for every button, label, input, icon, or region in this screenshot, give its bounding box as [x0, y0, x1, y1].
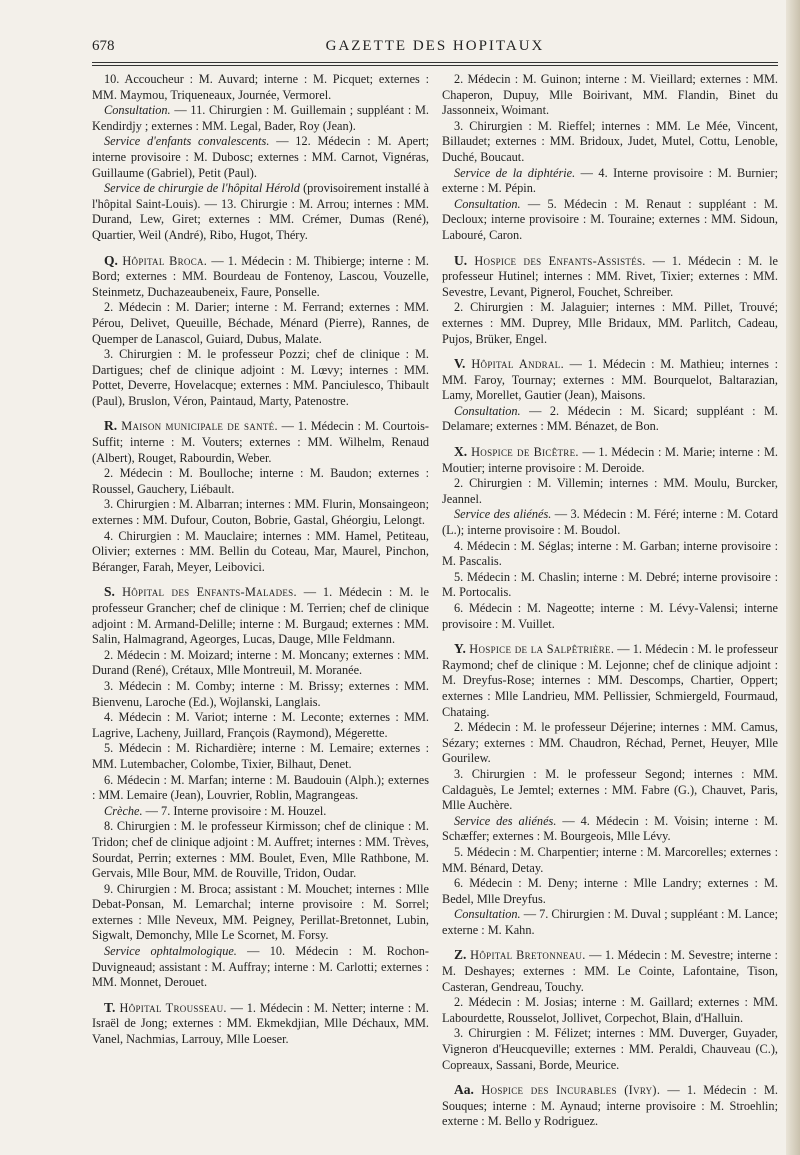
listing-paragraph	[92, 773, 429, 804]
service-name: Service ophtalmologique.	[104, 944, 237, 959]
page-edge	[786, 0, 800, 1155]
listing-paragraph	[92, 134, 429, 181]
paragraph-text: — 1. Médecin : M. Courtois-Suffit; interne : M. Vouters; externes : MM. Wilhelm, Renaud (Albert), Rouget, Rabourdin, Weber.	[92, 419, 429, 465]
section-paragraph	[92, 418, 429, 466]
hospital-name: Hospice des Incurables (Ivry).	[481, 1083, 661, 1098]
paragraph-text: 2. Chirurgien : M. Villemin; internes : MM. Moulu, Burcker, Jeannel.	[442, 476, 778, 506]
section-letter: Aa.	[454, 1082, 482, 1098]
hospital-name: Hospice des Enfants-Assistés.	[474, 253, 646, 268]
listing-paragraph	[442, 720, 778, 767]
paragraph-text: — 1. Médecin : M. Souques; interne : M. Aynaud; interne provisoire : M. Stroehlin; externe : M. Bello y Rodriguez.	[442, 1083, 778, 1129]
listing-paragraph	[442, 995, 778, 1026]
listing-paragraph	[92, 347, 429, 409]
paragraph-text: — 3. Médecin : M. Féré; interne : M. Cotard (L.); interne provisoire : M. Boudol.	[442, 507, 778, 538]
section-paragraph	[442, 1082, 778, 1130]
service-name: Crèche.	[104, 803, 143, 818]
paragraph-text: 2. Médecin : M. Guinon; interne : M. Vieillard; externes : MM. Chaperon, Dupuy, Mlle Boirivant, MM. Flandin, Binet du Jassonneix, Woimant.	[442, 72, 778, 118]
paragraph-text: 4. Chirurgien : M. Mauclaire; internes : MM. Hamel, Petiteau, Olivier; externes : MM. Bellin du Coteau, Mar, Maurel, Pinchon, Béranger, Farah, Meyer, Leibovici.	[92, 528, 429, 574]
section-paragraph	[92, 584, 429, 647]
section-letter: V.	[454, 356, 472, 372]
paragraph-text: 2. Médecin : M. Moizard; interne : M. Moncany; externes : MM. Durand (René), Crétaux, Mlle Montreuil, M. Moranée.	[92, 647, 429, 678]
listing-paragraph	[92, 72, 429, 103]
listing-paragraph	[92, 741, 429, 772]
listing-paragraph	[442, 601, 778, 632]
service-name: Consultation.	[454, 403, 521, 418]
section-letter: U.	[454, 252, 475, 268]
listing-paragraph	[92, 710, 429, 741]
paragraph-text: 3. Chirurgien : M. le professeur Pozzi; chef de clinique : M. Dartigues; chef de clinique adjoint : M. Lœvy; internes : MM. Pottet, Deverre, Hovelacque; externes : MM. Panciulesco, Thibault (Paul), Bruslon, Véron, Paintaud, Marty, Patenostre.	[92, 347, 429, 408]
listing-paragraph	[442, 119, 778, 166]
listing-paragraph	[92, 181, 429, 243]
paragraph-text: — 1. Médecin : M. Netter; interne : M. Israël de Jong; externes : MM. Ekmekdjian, Mlle Déchaux, MM. Vanel, Nachmias, Larrouy, Mlle Loeser.	[92, 1000, 429, 1047]
section-paragraph	[442, 444, 778, 476]
hospital-name: Hôpital Broca.	[122, 253, 208, 268]
hospital-name: Hospice de la Salpêtrière.	[469, 642, 615, 657]
service-name: Service des aliénés.	[454, 507, 552, 522]
paragraph-text: 2. Médecin : M. Boulloche; interne : M. Baudon; externes : Roussel, Gauchery, Liébault.	[92, 466, 429, 496]
hospital-name: Hôpital des Enfants-Malades.	[122, 585, 297, 600]
paragraph-text: — 2. Médecin : M. Sicard; suppléant : M. Delamare; externes : MM. Bénazet, de Bon.	[442, 403, 778, 434]
service-name: Service de chirurgie de l'hôpital Hérold	[104, 181, 300, 196]
service-name: Service d'enfants convalescents.	[104, 134, 270, 149]
listing-paragraph	[92, 466, 429, 497]
paragraph-text: — 1. Médecin : M. le professeur Raymond; chef de clinique : M. Lejonne; chef de clinique adjoint : M. Dreyfus-Rose; internes : MM. Descomps, Chartier, Oppert; externes : Mlle Landrieu, MM. Pellissier, Schmiergeld, Fourmaud, Chataing.	[442, 642, 778, 719]
paragraph-text: 2. Chirurgien : M. Jalaguier; internes : MM. Pillet, Trouvé; externes : MM. Duprey, Mlle Bridaux, MM. Parlitch, Cadeau, Pujos, Brüker, Engel.	[442, 300, 778, 346]
listing-paragraph	[92, 648, 429, 679]
paragraph-text: — 11. Chirurgien : M. Guillemain ; suppléant : M. Kendirdjy ; externes : MM. Legal, Bader, Roy (Jean).	[92, 103, 429, 133]
listing-paragraph	[92, 882, 429, 944]
paragraph-text: (provisoirement installé à l'hôpital Saint-Louis). — 13. Chirurgie : M. Arrou; internes : MM. Durand, Lew, Giret; externes : MM. Crémer, Dumas (René), Quartier, Weil (André), Ribo, Hugot, Théry.	[92, 181, 429, 242]
paragraph-text: — 12. Médecin : M. Apert; interne provisoire : M. Dubosc; externes : MM. Carnot, Vignéras, Guillaume (Gabriel), Petit (Paul).	[92, 134, 429, 180]
section-letter: S.	[104, 584, 123, 600]
hospital-name: Maison municipale de santé.	[121, 419, 278, 434]
listing-paragraph	[92, 804, 429, 820]
paragraph-text: 3. Chirurgien : M. Rieffel; internes : MM. Le Mée, Vincent, Billaudet; externes : MM. Bridoux, Judet, Mutel, Cottu, Lenoble, Duché, Boucaut.	[442, 118, 778, 164]
paragraph-text: 5. Médecin : M. Charpentier; interne : M. Marcorelles; externes : MM. Bénard, Detay.	[442, 844, 778, 875]
paragraph-text: — 4. Interne provisoire : M. Burnier; externe : M. Pépin.	[442, 165, 779, 196]
paragraph-text: 9. Chirurgien : M. Broca; assistant : M. Mouchet; internes : Mlle Debat-Ponsan, M. Lemarchal; interne provisoire : M. Sorrel; externes : Mlle Neveux, MM. Peigney, Perillat-Bretonnet, Lubin, Sigwalt, Demonchy, Mlle Le Scornet, M. Forsy.	[92, 881, 429, 943]
listing-paragraph	[92, 300, 429, 347]
paragraph-text: 3. Chirurgien : M. Albarran; internes : MM. Flurin, Monsaingeon; externes : MM. Dufour, Couton, Bobrie, Gastal, Ghéorgiu, Lelongt.	[92, 497, 429, 528]
left-column	[92, 72, 429, 1048]
paragraph-text: — 1. Médecin : M. Mathieu; internes : MM. Faroy, Tournay; externes : MM. Bourquelot, Baltarazian, Lamy, Morellet, Gautier (Jean), Maisons.	[442, 357, 778, 403]
journal-title: GAZETTE DES HOPITAUX	[325, 38, 545, 54]
section-letter: Z.	[454, 947, 471, 963]
service-name: Service de la diphtérie.	[454, 165, 576, 180]
paragraph-text: 5. Médecin : M. Richardière; interne : M. Lemaire; externes : MM. Lutembacher, Colombe, Tixier, Bilhaut, Denet.	[92, 741, 429, 771]
listing-paragraph	[442, 476, 778, 507]
listing-paragraph	[442, 72, 778, 119]
paragraph-text: — 4. Médecin : M. Voisin; interne : M. Schæffer; externes : M. Bourgeois, Mlle Lévy.	[442, 813, 778, 844]
paragraph-text: 10. Accoucheur : M. Auvard; interne : M. Picquet; externes : MM. Maymou, Triqueneaux, Journée, Vermorel.	[92, 72, 429, 102]
paragraph-text: — 1. Médecin : M. Sevestre; interne : M. Deshayes; externes : MM. Le Cointe, Lafontaine, Tison, Casteran, Gendreau, Touchy.	[442, 948, 778, 994]
paragraph-text: 4. Médecin : M. Variot; interne : M. Leconte; externes : MM. Lagrive, Lacheny, Juillard, François (Raymond), Mégerette.	[92, 710, 429, 740]
listing-paragraph	[442, 404, 778, 435]
listing-paragraph	[442, 767, 778, 814]
paragraph-text: 4. Médecin : M. Séglas; interne : M. Garban; interne provisoire : M. Pascalis.	[442, 538, 778, 569]
hospital-name: Hôpital Bretonneau.	[470, 948, 586, 963]
section-letter: R.	[104, 418, 122, 434]
paragraph-text: 2. Médecin : M. Darier; interne : M. Ferrand; externes : MM. Pérou, Delivet, Queuille, Béchade, Ménard (Pierre), Rannes, de Quemper de Lanascol, Guiard, Dubus, Malate.	[92, 300, 429, 346]
section-letter: Q.	[104, 252, 123, 268]
paragraph-text: — 1. Médecin : M. Thibierge; interne : M. Bord; externes : MM. Bourdeau de Fontenoy, Lascou, Vouzelle, Steinmetz, Duchazeaubeneix, Faure, Ponselle.	[92, 253, 429, 299]
hospital-name: Hôpital Andral.	[471, 357, 564, 372]
paragraph-text: — 7. Chirurgien : M. Duval ; suppléant : M. Lance; externe : M. Kahn.	[442, 907, 778, 937]
hospital-name: Hôpital Trousseau.	[119, 1000, 227, 1015]
listing-paragraph	[442, 1026, 778, 1073]
paragraph-text: — 5. Médecin : M. Renaut : suppléant : M. Decloux; interne provisoire : M. Touraine; externes : MM. Sidoun, Labouré, Caron.	[442, 196, 778, 242]
section-paragraph	[92, 253, 429, 301]
listing-paragraph	[442, 570, 778, 601]
listing-paragraph	[92, 819, 429, 881]
paragraph-text: 3. Chirurgien : M. le professeur Segond; internes : MM. Caldaguès, Le Jemtel; externes : MM. Fabre (G.), Chauvet, Paris, Mlle Auchère.	[442, 766, 778, 813]
paragraph-text: — 1. Médecin : M. le professeur Grancher; chef de clinique : M. Terrien; chef de clinique adjoint : M. Armand-Delille; interne : M. Burgaud; externes : MM. Salin, Halmagrand, Ageorges, Lucas, Dauge, Mlle Feldmann.	[92, 585, 429, 647]
section-paragraph	[92, 1000, 429, 1048]
page-number: 678	[92, 38, 115, 54]
listing-paragraph	[92, 103, 429, 134]
page-header	[92, 38, 778, 62]
listing-paragraph	[442, 300, 778, 347]
section-letter: X.	[454, 444, 472, 460]
listing-paragraph	[442, 166, 778, 197]
paragraph-text: 3. Médecin : M. Comby; interne : M. Brissy; externes : MM. Bienvenu, Laroche (Ed.), Wojlanski, Langlais.	[92, 678, 429, 709]
header-rule	[92, 62, 778, 63]
paragraph-text: 8. Chirurgien : M. le professeur Kirmisson; chef de clinique : M. Tridon; chef de clinique adjoint : M. Auffret; internes : MM. Trèves, Sourdat, Perrin; externes : MM. Boulet, Even, Mlle Rathbone, M. Gervais, Mlle Bour, MM. de Rouville, Tridon, Oudar.	[92, 819, 429, 881]
paragraph-text: — 1. Médecin : M. Marie; interne : M. Moutier; interne provisoire : M. Deroide.	[442, 445, 779, 475]
section-paragraph	[442, 253, 778, 301]
paragraph-text: 2. Médecin : M. Josias; interne : M. Gaillard; externes : MM. Labourdette, Rousselot, Jollivet, Corpechot, Blain, d'Halluin.	[442, 995, 778, 1025]
section-paragraph	[442, 356, 778, 404]
paragraph-text: 5. Médecin : M. Chaslin; interne : M. Debré; interne provisoire : M. Portocalis.	[442, 569, 778, 600]
service-name: Consultation.	[104, 103, 171, 118]
service-name: Consultation.	[454, 196, 521, 211]
service-name: Service des aliénés.	[454, 813, 557, 828]
paragraph-text: — 10. Médecin : M. Rochon-Duvigneaud; assistant : M. Auffray; interne : M. Carlotti; externes : MM. Monnet, Derouet.	[92, 944, 429, 990]
listing-paragraph	[442, 539, 778, 570]
section-letter: Y.	[454, 641, 470, 657]
listing-paragraph	[92, 944, 429, 991]
hospital-name: Hospice de Bicêtre.	[471, 445, 579, 460]
section-paragraph	[442, 947, 778, 995]
paragraph-text: 3. Chirurgien : M. Félizet; internes : MM. Duverger, Guyader, Vigneron d'Heucqueville; externes : MM. Peraldi, Chauveau (C.), Copreaux, Sassani, Borde, Meurice.	[442, 1026, 778, 1072]
paragraph-text: — 1. Médecin : M. le professeur Hutinel; internes : MM. Rivet, Tixier; externes : MM. Sevestre, Levant, Pignerol, Fouchet, Schreiber.	[442, 253, 779, 299]
listing-paragraph	[92, 679, 429, 710]
service-name: Consultation.	[454, 907, 521, 922]
paragraph-text: 6. Médecin : M. Marfan; interne : M. Baudouin (Alph.); externes : MM. Lemaire (Jean), Louvrier, Roblin, Magrangeas.	[92, 772, 429, 803]
paragraph-text: 6. Médecin : M. Nageotte; interne : M. Lévy-Valensi; interne provisoire : M. Vuillet.	[442, 601, 778, 631]
listing-paragraph	[442, 814, 778, 845]
listing-paragraph	[442, 507, 778, 538]
section-letter: T.	[104, 999, 120, 1015]
right-column	[442, 72, 778, 1130]
listing-paragraph	[92, 529, 429, 576]
listing-paragraph	[442, 876, 778, 907]
section-paragraph	[442, 641, 778, 720]
paragraph-text: 6. Médecin : M. Deny; interne : Mlle Landry; externes : M. Bedel, Mlle Dreyfus.	[442, 876, 778, 906]
paragraph-text: 2. Médecin : M. le professeur Déjerine; internes : MM. Camus, Sézary; externes : MM. Chaudron, Réchad, Pernet, Heuyer, Mlle Gourilew.	[442, 720, 778, 766]
listing-paragraph	[442, 197, 778, 244]
paragraph-text: — 7. Interne provisoire : M. Houzel.	[142, 803, 327, 818]
listing-paragraph	[442, 907, 778, 938]
header-rule-double	[92, 65, 778, 66]
listing-paragraph	[442, 845, 778, 876]
listing-paragraph	[92, 497, 429, 528]
